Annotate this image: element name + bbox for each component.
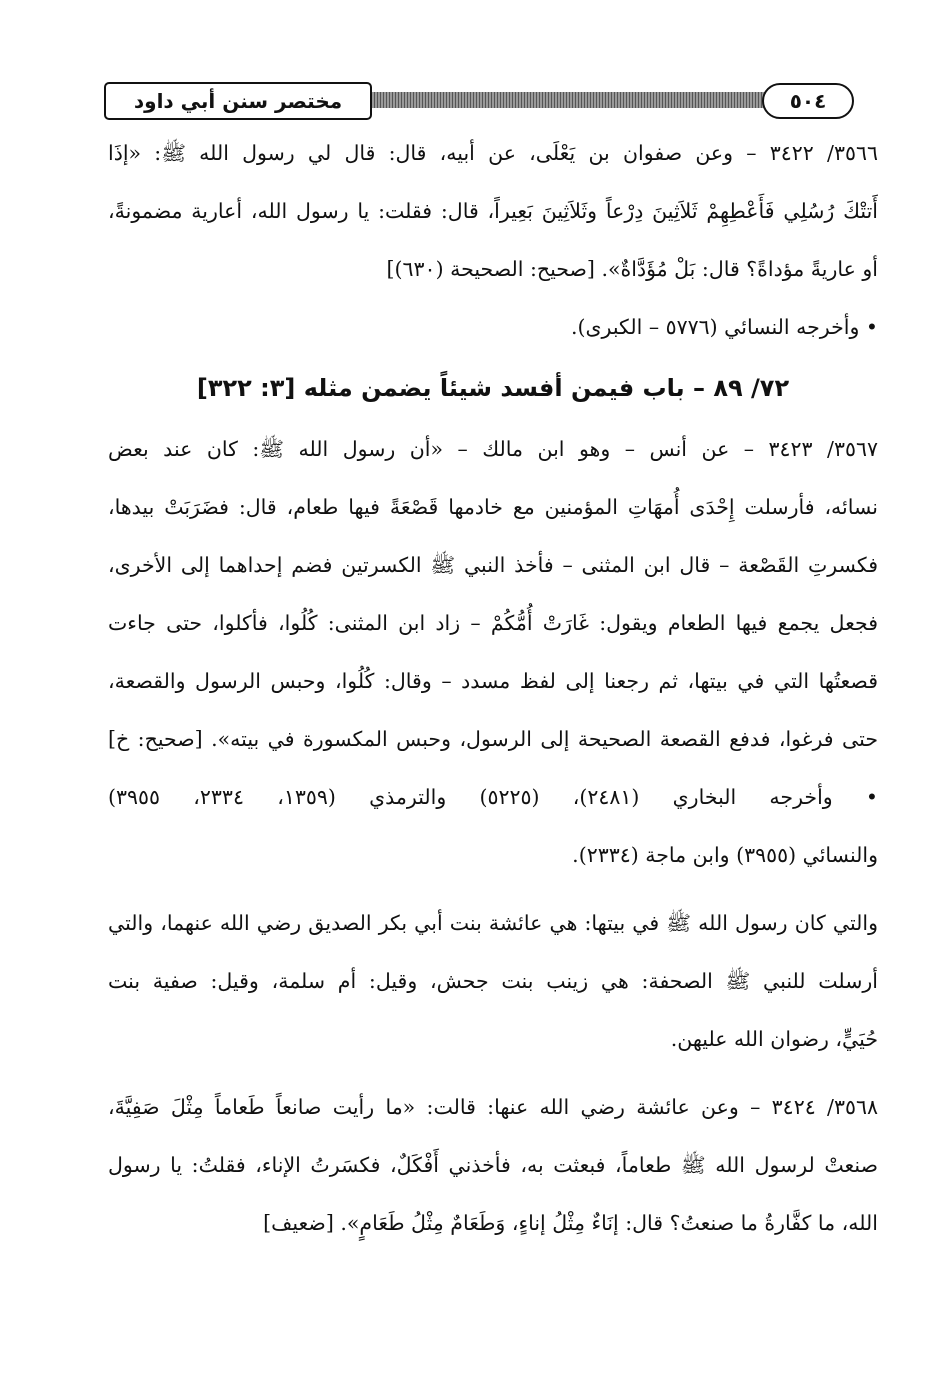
hadith-3567-line-2: نسائه، فأرسلت إِحْدَى أُمهَاتِ المؤمنين مع خادمها قَصْعَةً فيها طعام، قال: فضَرَبَتْ بيدها، (108, 495, 878, 519)
hadith-3566-line-2: أَتتْكَ رُسُلِي فَأَعْطِهِمْ ثَلاَثِينَ دِرْعاً وثَلاَثِينَ بَعِيراً، قال: فقلت: يا رسول الله، أعارية مضمونةً، (108, 199, 878, 223)
chapter-title: ٧٢/ ٨٩ – باب فيمن أفسد شيئاً يضمن مثله [٣: ٣٢٢] (196, 374, 790, 402)
hadith-3568-line-3: الله، ما كفَّارةُ ما صنعتُ؟ قال: إنَاءٌ مِثْلُ إناءٍ، وَطَعَامٌ مِثْلُ طَعَامٍ». [ضعيف] (263, 1211, 878, 1235)
hadith-3567-line-4: فجعل يجمع فيها الطعام ويقول: غَارَتْ أُمُّكُمْ – زاد ابن المثنى: كُلُوا، فأكلوا، حتى جاءت (108, 611, 878, 635)
page-body (108, 124, 878, 1252)
book-title: مختصر سنن أبي داود (104, 82, 372, 120)
commentary-line-2: أرسلت للنبي ﷺ الصحفة: هي زينب بنت جحش، وقيل: أم سلمة، وقيل: صفية بنت (108, 969, 878, 993)
hadith-3568-line-2: صنعتْ لرسول الله ﷺ طعاماً، فبعثت به، فأخذني أَفْكَلٌ، فكسَرتُ الإناء، فقلتُ: يا رسول (108, 1153, 878, 1177)
hadith-3566-line-3: أو عاريةً مؤداةً؟ قال: بَلْ مُؤَدَّاةٌ». [صحيح: الصحيحة (٦٣٠)] (386, 257, 878, 281)
hadith-3567-takhrij-1: • وأخرجه البخاري (٢٤٨١)، (٥٢٢٥) والترمذي (١٣٥٩، ٢٣٣٤، ٣٩٥٥) (108, 785, 878, 809)
hadith-3566-line-1: ٣٥٦٦/ ٣٤٢٢ – وعن صفوان بن يَعْلَى، عن أبيه، قال: قال لي رسول الله ﷺ: «إذَا (108, 141, 878, 165)
hadith-3567-line-5: قصعتُها التي في بيتها، ثم رجعنا إلى لفظ مسدد – وقال: كُلُوا، وحبس الرسول والقصعة، (108, 669, 878, 693)
hadith-3566-takhrij: • وأخرجه النسائي (٥٧٧٦ – الكبرى). (571, 315, 878, 339)
hadith-3567-line-6: حتى فرغوا، فدفع القصعة الصحيحة إلى الرسول، وحبس المكسورة في بيته». [صحيح: خ] (108, 727, 878, 751)
commentary-line-1: والتي كان رسول الله ﷺ في بيتها: هي عائشة بنت أبي بكر الصديق رضي الله عنهما، والتي (108, 911, 878, 935)
page-number: ٥٠٤ (762, 83, 854, 119)
hadith-3567-takhrij-2: والنسائي (٣٩٥٥) وابن ماجة (٢٣٣٤). (572, 843, 878, 867)
page-header (104, 80, 880, 122)
hadith-3567-line-3: فكسرتِ القَصْعة – قال ابن المثنى – فأخذ النبي ﷺ الكسرتين فضم إحداهما إلى الأخرى، (108, 553, 878, 577)
hadith-3568-line-1: ٣٥٦٨/ ٣٤٢٤ – وعن عائشة رضي الله عنها: قالت: «ما رأيت صانعاً طَعاماً مِثْلَ صَفِيَّةَ، (108, 1095, 878, 1119)
hadith-3567-line-1: ٣٥٦٧/ ٣٤٢٣ – عن أنس – وهو ابن مالك – «أن رسول الله ﷺ: كان عند بعض (108, 437, 878, 461)
commentary-line-3: حُيَيٍّ، رضوان الله عليهن. (670, 1027, 878, 1051)
